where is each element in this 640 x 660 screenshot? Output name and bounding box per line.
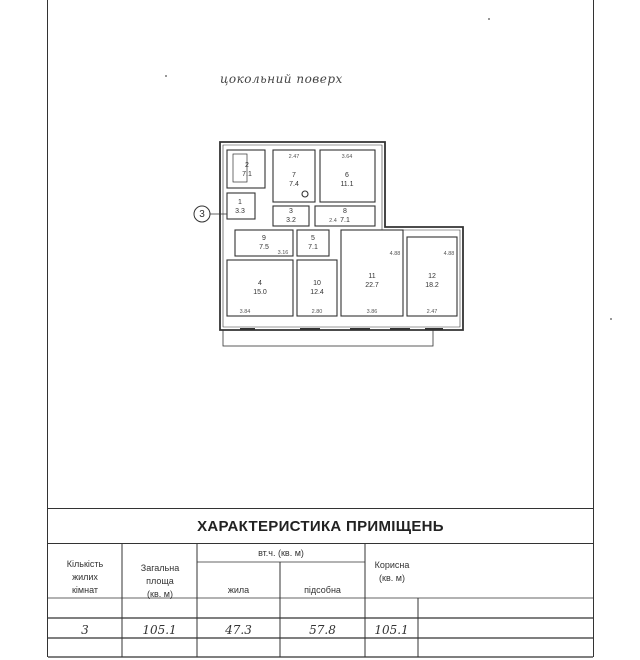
room-number: 4 [258, 280, 262, 287]
header-including: вт.ч. (кв. м) [258, 548, 304, 558]
room-number: 1 [238, 199, 242, 206]
room-number: 7 [292, 172, 296, 179]
value-useful: 105.1 [374, 623, 409, 637]
room-area: 7.1 [340, 217, 350, 224]
dimension-label: 2.80 [311, 309, 323, 315]
room-number: 9 [262, 235, 266, 242]
header-auxiliary: підсобна [304, 585, 341, 595]
room-area: 3.2 [286, 217, 296, 224]
floor-caption: цокольний поверх [220, 72, 343, 86]
room-area: 3.3 [235, 208, 245, 215]
room-number: 3 [289, 208, 293, 215]
dimension-label: 4.88 [389, 251, 401, 257]
header-living: жила [227, 585, 250, 595]
dimension-label: 3.84 [239, 309, 251, 315]
room-area: 15.0 [253, 289, 267, 296]
header-rooms-count [52, 558, 118, 597]
header-line: кімнат [71, 585, 99, 595]
header-total-area [125, 562, 195, 601]
room-area: 11.1 [340, 181, 354, 188]
room-area: 22.7 [365, 282, 379, 289]
header-useful [367, 559, 417, 585]
header-line: Кількість [66, 559, 104, 569]
room-area: 7.1 [308, 244, 318, 251]
apartment-marker: 3 [199, 209, 205, 220]
room-number: 11 [368, 273, 376, 280]
room-area: 12.4 [310, 289, 324, 296]
value-rooms-count: 3 [81, 623, 89, 637]
room-number: 6 [345, 172, 349, 179]
room-area: 7.4 [289, 181, 299, 188]
header-line: Корисна [374, 560, 410, 570]
header-line: площа [146, 576, 174, 586]
room-number: 10 [313, 280, 321, 287]
dimension-label: 3.16 [277, 250, 289, 256]
room-number: 2 [245, 162, 249, 169]
dimension-label: 2.47 [288, 154, 300, 160]
dimension-label: 2.4 [329, 218, 337, 224]
room-number: 12 [428, 273, 436, 280]
dimension-label: 4.88 [443, 251, 455, 257]
room-area: 7.5 [259, 244, 269, 251]
value-total-area: 105.1 [142, 623, 177, 637]
header-line: жилих [72, 572, 98, 582]
header-line: (кв. м) [379, 573, 405, 583]
room-area: 7.1 [242, 171, 252, 178]
dimension-label: 3.86 [366, 309, 378, 315]
room-number: 5 [311, 235, 315, 242]
room-number: 8 [343, 208, 347, 215]
header-line: Загальна [140, 563, 180, 573]
room-area: 18.2 [425, 282, 439, 289]
dimension-label: 2.47 [426, 309, 438, 315]
value-living: 47.3 [225, 623, 252, 637]
value-auxiliary: 57.8 [309, 623, 336, 637]
header-line: (кв. м) [147, 589, 173, 599]
dimension-label: 3.64 [341, 154, 353, 160]
table-title: ХАРАКТЕРИСТИКА ПРИМІЩЕНЬ [48, 508, 593, 544]
